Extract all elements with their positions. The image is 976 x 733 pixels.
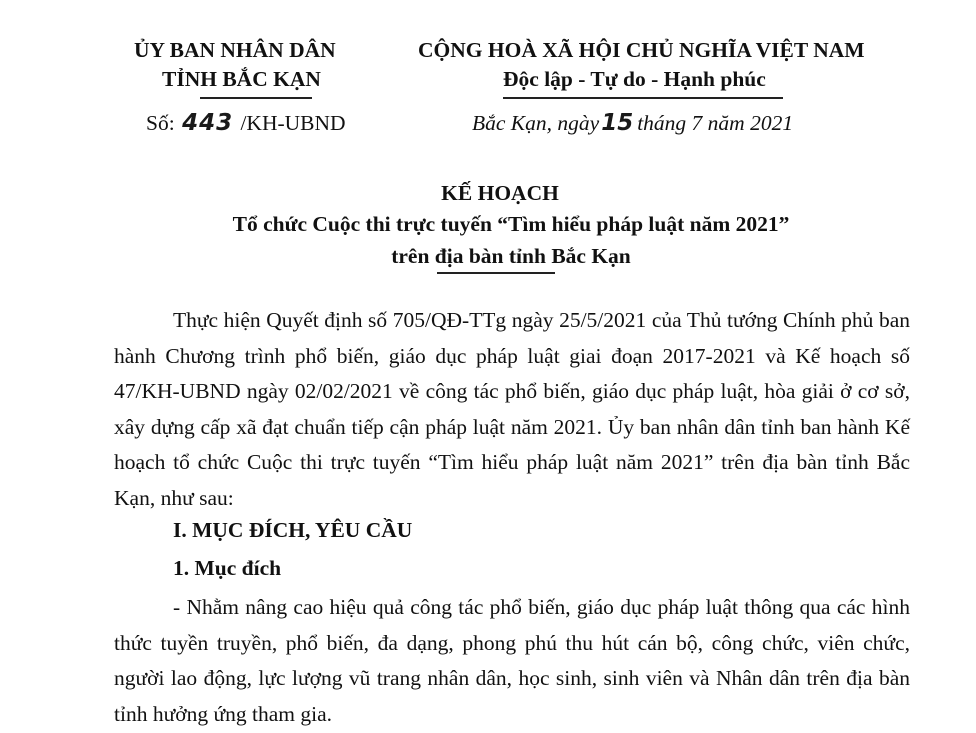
date-day-handwritten: 15 xyxy=(601,110,634,136)
issuing-authority-line1: ỦY BAN NHÂN DÂN xyxy=(134,38,336,62)
national-motto: Độc lập - Tự do - Hạnh phúc xyxy=(503,67,766,91)
date-suffix: tháng 7 năm 2021 xyxy=(637,111,794,135)
document-subject-line2: trên địa bàn tỉnh Bắc Kạn xyxy=(391,244,631,268)
document-number xyxy=(146,110,346,136)
place-date xyxy=(472,110,793,136)
authority-underline xyxy=(200,97,312,99)
intro-paragraph: Thực hiện Quyết định số 705/QĐ-TTg ngày 25/5/2021 của Thủ tướng Chính phủ ban hành Chương trình phổ biến, giáo dục pháp luật giai đoạn 2017-2021 và Kế hoạch số 47/KH-UBND ngày 02/02/2021 về công tác phổ biến, giáo dục pháp luật, hòa giải ở cơ sở, xây dựng cấp xã đạt chuẩn tiếp cận pháp luật năm 2021. Ủy ban nhân dân tỉnh ban hành Kế hoạch tổ chức Cuộc thi trực tuyến “Tìm hiểu pháp luật năm 2021” trên địa bàn tỉnh Bắc Kạn, như sau: xyxy=(114,308,910,510)
title-underline xyxy=(437,272,555,274)
purpose-paragraph: - Nhằm nâng cao hiệu quả công tác phổ biến, giáo dục pháp luật thông qua các hình thức tuyền truyền, phổ biến, đa dạng, phong phú thu hút cán bộ, công chức, viên chức, người lao động, lực lượng vũ trang nhân dân, học sinh, sinh viên và Nhân dân trên địa bàn tỉnh hưởng ứng tham gia. xyxy=(114,595,910,726)
issuing-authority-line2: TỈNH BẮC KẠN xyxy=(162,67,321,91)
document-number-prefix: Số: xyxy=(146,111,175,135)
motto-underline xyxy=(503,97,783,99)
document-number-suffix: /KH-UBND xyxy=(240,111,346,135)
national-title: CỘNG HOÀ XÃ HỘI CHỦ NGHĨA VIỆT NAM xyxy=(418,38,865,62)
document-subject-line1: Tổ chức Cuộc thi trực tuyến “Tìm hiểu pháp luật năm 2021” xyxy=(232,212,790,236)
document-number-handwritten: 443 xyxy=(182,110,234,136)
date-prefix: Bắc Kạn, ngày xyxy=(472,111,600,135)
section-heading-purpose-requirements: I. MỤC ĐÍCH, YÊU CẦU xyxy=(173,518,413,542)
subsection-heading-purpose: 1. Mục đích xyxy=(173,556,282,580)
document-type-title: KẾ HOẠCH xyxy=(441,181,559,205)
